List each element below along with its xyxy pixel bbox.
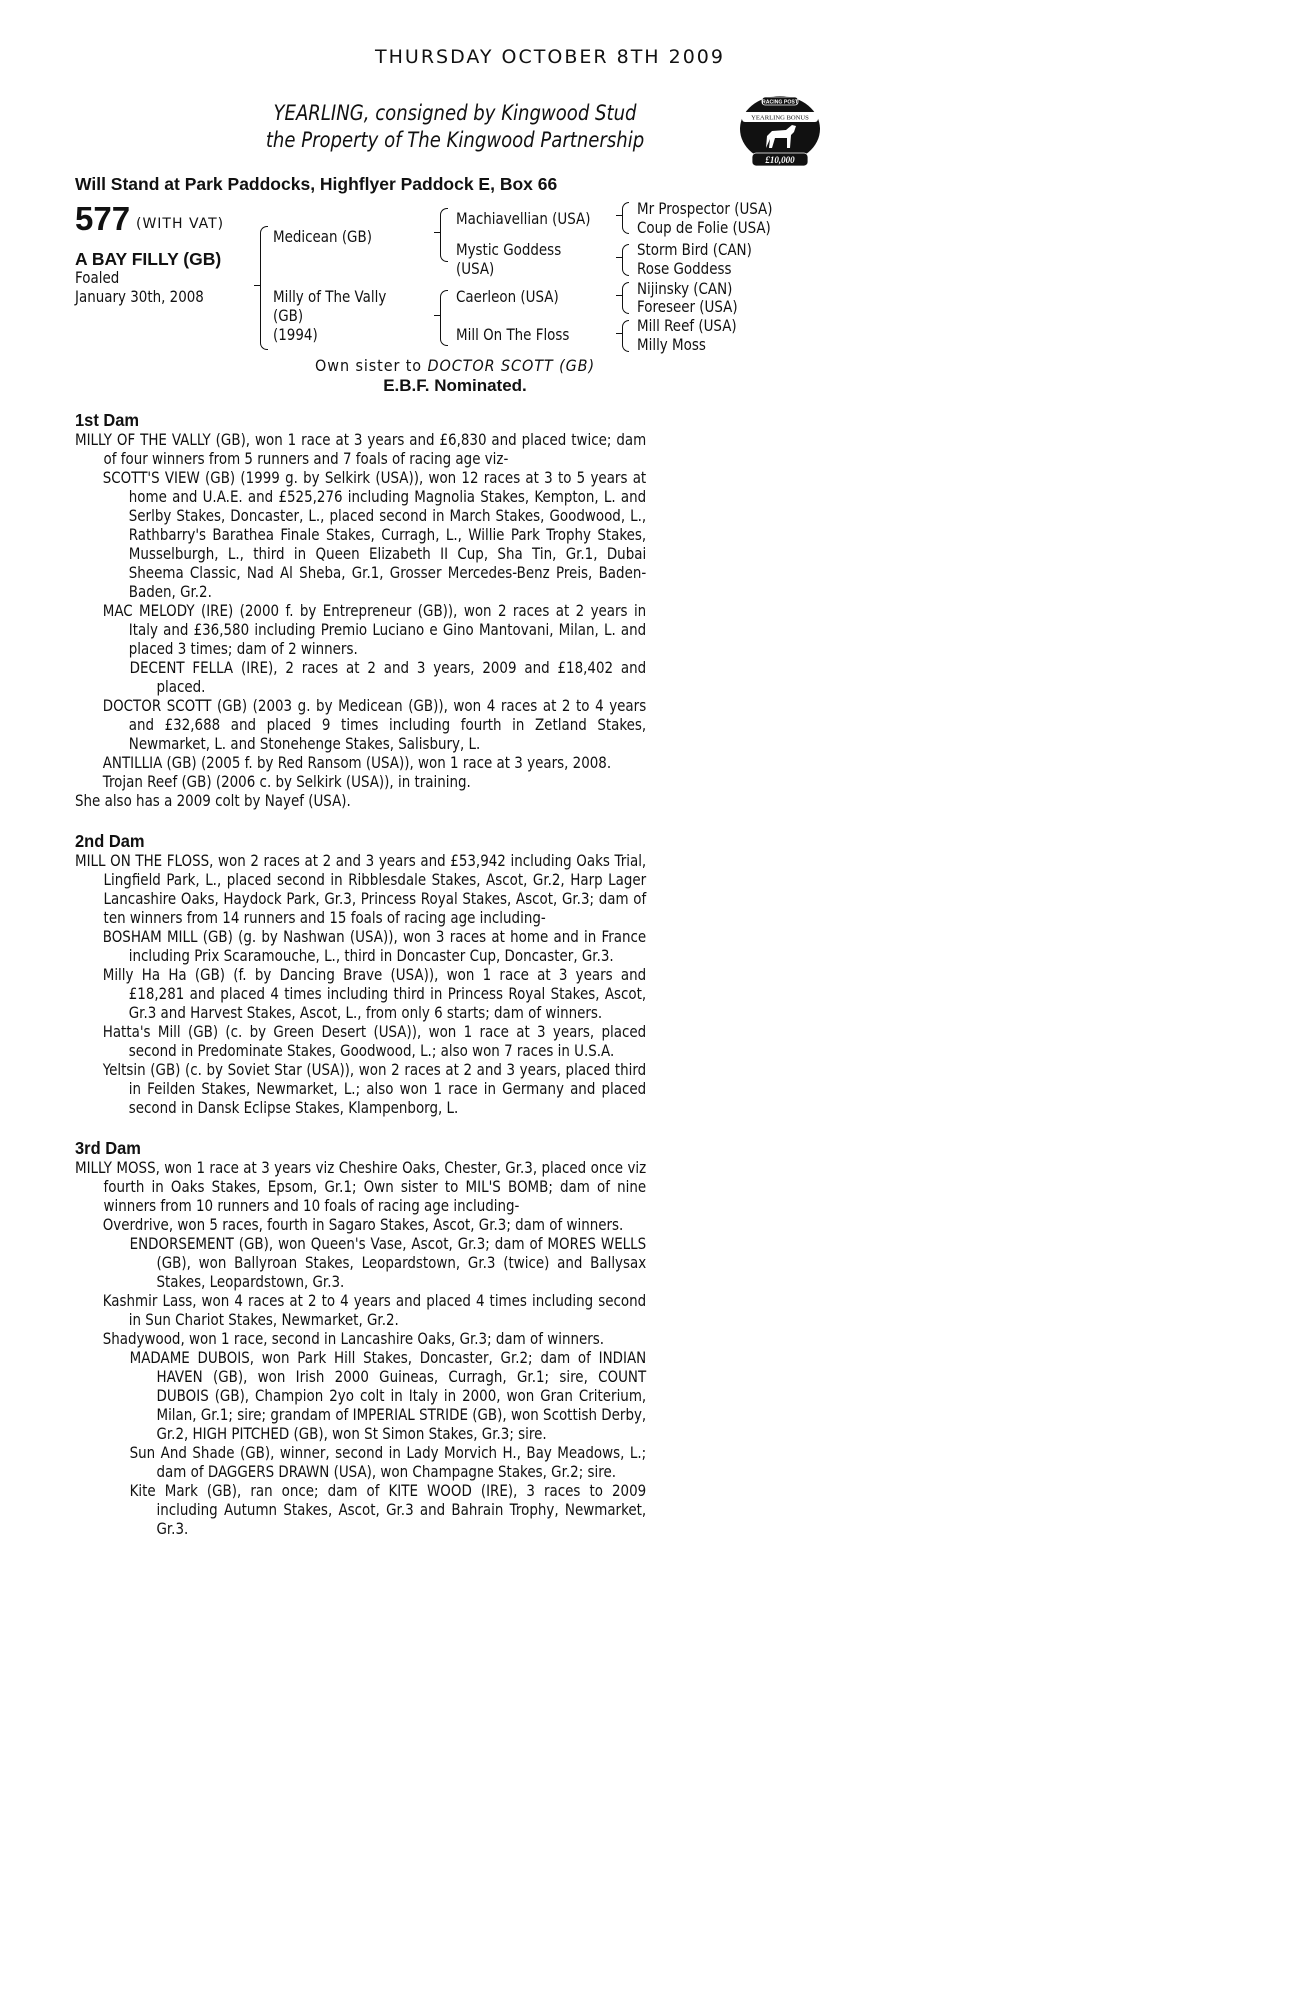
consignor-line: YEARLING, consigned by Kingwood Stud — [273, 101, 637, 125]
lot-number: 577 — [75, 200, 131, 237]
pedigree-brace-gen1 — [260, 226, 268, 350]
badge-top-text: RACING POST — [761, 99, 799, 106]
pedigree-brace-dd — [622, 320, 629, 352]
produce-entry: ANTILLIA (GB) (2005 f. by Red Ransom (USA)), won 1 race at 3 years, 2008. — [102, 753, 612, 772]
pedigree-sire: Medicean (GB) — [273, 227, 372, 246]
produce-entry: Kite Mark (GB), ran once; dam of KITE WOOD (IRE), 3 races to 2009 including Autumn Stakes, Ascot, Gr.3 and Bahrain Trophy, Newmarket, Gr.3. — [129, 1481, 647, 1538]
sale-date: THURSDAY OCTOBER 8TH 2009 — [375, 46, 725, 68]
pedigree-ddd: Milly Moss — [637, 335, 706, 354]
pedigree-ssd: Coup de Folie (USA) — [637, 218, 771, 237]
produce-entry: MADAME DUBOIS, won Park Hill Stakes, Doncaster, Gr.2; dam of INDIAN HAVEN (GB), won Irish 2000 Guineas, Curragh, Gr.1; sire, COUNT DUBOIS (GB), Champion 2yo colt in Italy in 2000, won Gran Criterium, Milan, Gr.1; sire; grandam of IMPERIAL STRIDE (GB), won Scottish Derby, Gr.2, HIGH PITCHED (GB), won St Simon Stakes, Gr.3; sire. — [129, 1348, 647, 1443]
pedigree-sire-dam-line2: (USA) — [456, 259, 495, 278]
consignor-block — [219, 100, 692, 154]
pedigree-sire-dam-line1: Mystic Goddess — [456, 240, 562, 259]
pedigree-sss: Mr Prospector (USA) — [637, 199, 773, 218]
section-title-1st-dam: 1st Dam — [75, 410, 140, 430]
produce-record — [75, 411, 646, 1538]
produce-entry: Shadywood, won 1 race, second in Lancashire Oaks, Gr.3; dam of winners. — [102, 1329, 605, 1348]
pedigree-sire-sire: Machiavellian (USA) — [456, 209, 591, 228]
pedigree-brace-ds — [622, 282, 629, 314]
ebf-note: E.B.F. Nominated. — [383, 376, 527, 395]
produce-entry: Overdrive, won 5 races, fourth in Sagaro Stakes, Ascot, Gr.3; dam of winners. — [102, 1215, 624, 1234]
produce-entry: Trojan Reef (GB) (2006 c. by Selkirk (USA)), in training. — [102, 772, 471, 791]
produce-entry: DECENT FELLA (IRE), 2 races at 2 and 3 years, 2009 and £18,402 and placed. — [129, 658, 647, 696]
badge-mid-text: YEARLING BONUS — [751, 114, 809, 122]
yearling-bonus-badge-icon — [730, 92, 830, 170]
pedigree-dam-line3: (1994) — [273, 325, 318, 344]
pedigree-sds: Storm Bird (CAN) — [637, 240, 752, 259]
pedigree-dds: Mill Reef (USA) — [637, 316, 737, 335]
foaled-label: Foaled — [75, 268, 120, 287]
pedigree-sdd: Rose Goddess — [637, 259, 732, 278]
first-dam-summary: MILLY OF THE VALLY (GB), won 1 race at 3 years and £6,830 and placed twice; dam of four winners from 5 runners and 7 foals of racing age viz- — [75, 430, 647, 468]
pedigree-dsd: Foreseer (USA) — [637, 297, 738, 316]
pedigree-dam-dam: Mill On The Floss — [456, 325, 570, 344]
own-sister-name: DOCTOR SCOTT (GB) — [427, 356, 595, 375]
stand-location: Will Stand at Park Paddocks, Highflyer Paddock E, Box 66 — [75, 174, 558, 194]
pedigree-brace-dam — [440, 290, 448, 346]
produce-entry: Hatta's Mill (GB) (c. by Green Desert (USA)), won 1 race at 3 years, placed second in Predominate Stakes, Goodwood, L.; also won 7 races in U.S.A. — [102, 1022, 647, 1060]
produce-entry: DOCTOR SCOTT (GB) (2003 g. by Medicean (GB)), won 4 races at 2 to 4 years and £32,688 and placed 9 times including fourth in Zetland Stakes, Newmarket, L. and Stonehenge Stakes, Salisbury, L. — [102, 696, 647, 753]
own-sister-note — [208, 356, 703, 375]
produce-entry: SCOTT'S VIEW (GB) (1999 g. by Selkirk (USA)), won 12 races at 3 to 5 years at home and U.A.E. and £525,276 including Magnolia Stakes, Kempton, L. and Serlby Stakes, Doncaster, L., placed second in March Stakes, Goodwood, L., Rathbarry's Barathea Finale Stakes, Curragh, L., Willie Park Trophy Stakes, Musselburgh, L., third in Queen Elizabeth II Cup, Sha Tin, Gr.1, Dubai Sheema Classic, Nad Al Sheba, Gr.1, Grosser Mercedes-Benz Preis, Baden-Baden, Gr.2. — [102, 468, 647, 601]
produce-entry: Milly Ha Ha (GB) (f. by Dancing Brave (USA)), won 1 race at 3 years and £18,281 and placed 4 times including third in Princess Royal Stakes, Ascot, Gr.3 and Harvest Stakes, Ascot, L., from only 6 starts; dam of winners. — [102, 965, 647, 1022]
pedigree-dam-line1: Milly of The Vally — [273, 287, 387, 306]
produce-entry: MAC MELODY (IRE) (2000 f. by Entrepreneur (GB)), won 2 races at 2 years in Italy and £36,580 including Premio Luciano e Gino Mantovani, Milan, L. and placed 3 times; dam of 2 winners. — [102, 601, 647, 658]
horse-name: A BAY FILLY (GB) — [75, 249, 222, 269]
pedigree-dam-sire: Caerleon (USA) — [456, 287, 559, 306]
third-dam-summary: MILLY MOSS, won 1 race at 3 years viz Cheshire Oaks, Chester, Gr.3, placed once viz fourth in Oaks Stakes, Epsom, Gr.1; Own sister to MIL'S BOMB; dam of nine winners from 10 runners and 10 foals of racing age including- — [75, 1158, 647, 1215]
pedigree-dam-line2: (GB) — [273, 306, 304, 325]
produce-entry: Kashmir Lass, won 4 races at 2 to 4 years and placed 4 times including second in Sun Chariot Stakes, Newmarket, Gr.2. — [102, 1291, 647, 1329]
pedigree-brace-sd — [622, 244, 629, 276]
produce-entry: Yeltsin (GB) (c. by Soviet Star (USA)), won 2 races at 2 and 3 years, placed third in Feilden Stakes, Newmarket, L.; also won 1 race in Germany and placed second in Dansk Eclipse Stakes, Klampenborg, L. — [102, 1060, 647, 1117]
produce-entry: BOSHAM MILL (GB) (g. by Nashwan (USA)), won 3 races at home and in France including Prix Scaramouche, L., third in Doncaster Cup, Doncaster, Gr.3. — [102, 927, 647, 965]
foaled-date: January 30th, 2008 — [75, 287, 204, 306]
badge-amount-text: £10,000 — [765, 155, 795, 165]
produce-entry: Sun And Shade (GB), winner, second in Lady Morvich H., Bay Meadows, L.; dam of DAGGERS DRAWN (USA), won Champagne Stakes, Gr.2; sire. — [129, 1443, 647, 1481]
section-title-3rd-dam: 3rd Dam — [75, 1138, 141, 1158]
section-title-2nd-dam: 2nd Dam — [75, 831, 145, 851]
pedigree-dss: Nijinsky (CAN) — [637, 279, 733, 298]
owner-line: the Property of The Kingwood Partnership — [265, 128, 645, 152]
pedigree-brace-sire — [440, 208, 448, 262]
produce-entry: ENDORSEMENT (GB), won Queen's Vase, Ascot, Gr.3; dam of MORES WELLS (GB), won Ballyroan Stakes, Leopardstown, Gr.3 (twice) and Ballysax Stakes, Leopardstown, Gr.3. — [129, 1234, 647, 1291]
first-dam-note: She also has a 2009 colt by Nayef (USA). — [75, 791, 351, 810]
pedigree-brace-ss — [622, 202, 629, 234]
vat-note: (WITH VAT) — [136, 216, 225, 232]
second-dam-summary: MILL ON THE FLOSS, won 2 races at 2 and 3 years and £53,942 including Oaks Trial, Lingfield Park, L., placed second in Ribblesdale Stakes, Ascot, Gr.2, Harp Lager Lancashire Oaks, Haydock Park, Gr.3, Princess Royal Stakes, Ascot, Gr.3; dam of ten winners from 14 runners and 15 foals of racing age including- — [75, 851, 647, 927]
own-sister-prefix: Own sister to — [315, 356, 428, 375]
